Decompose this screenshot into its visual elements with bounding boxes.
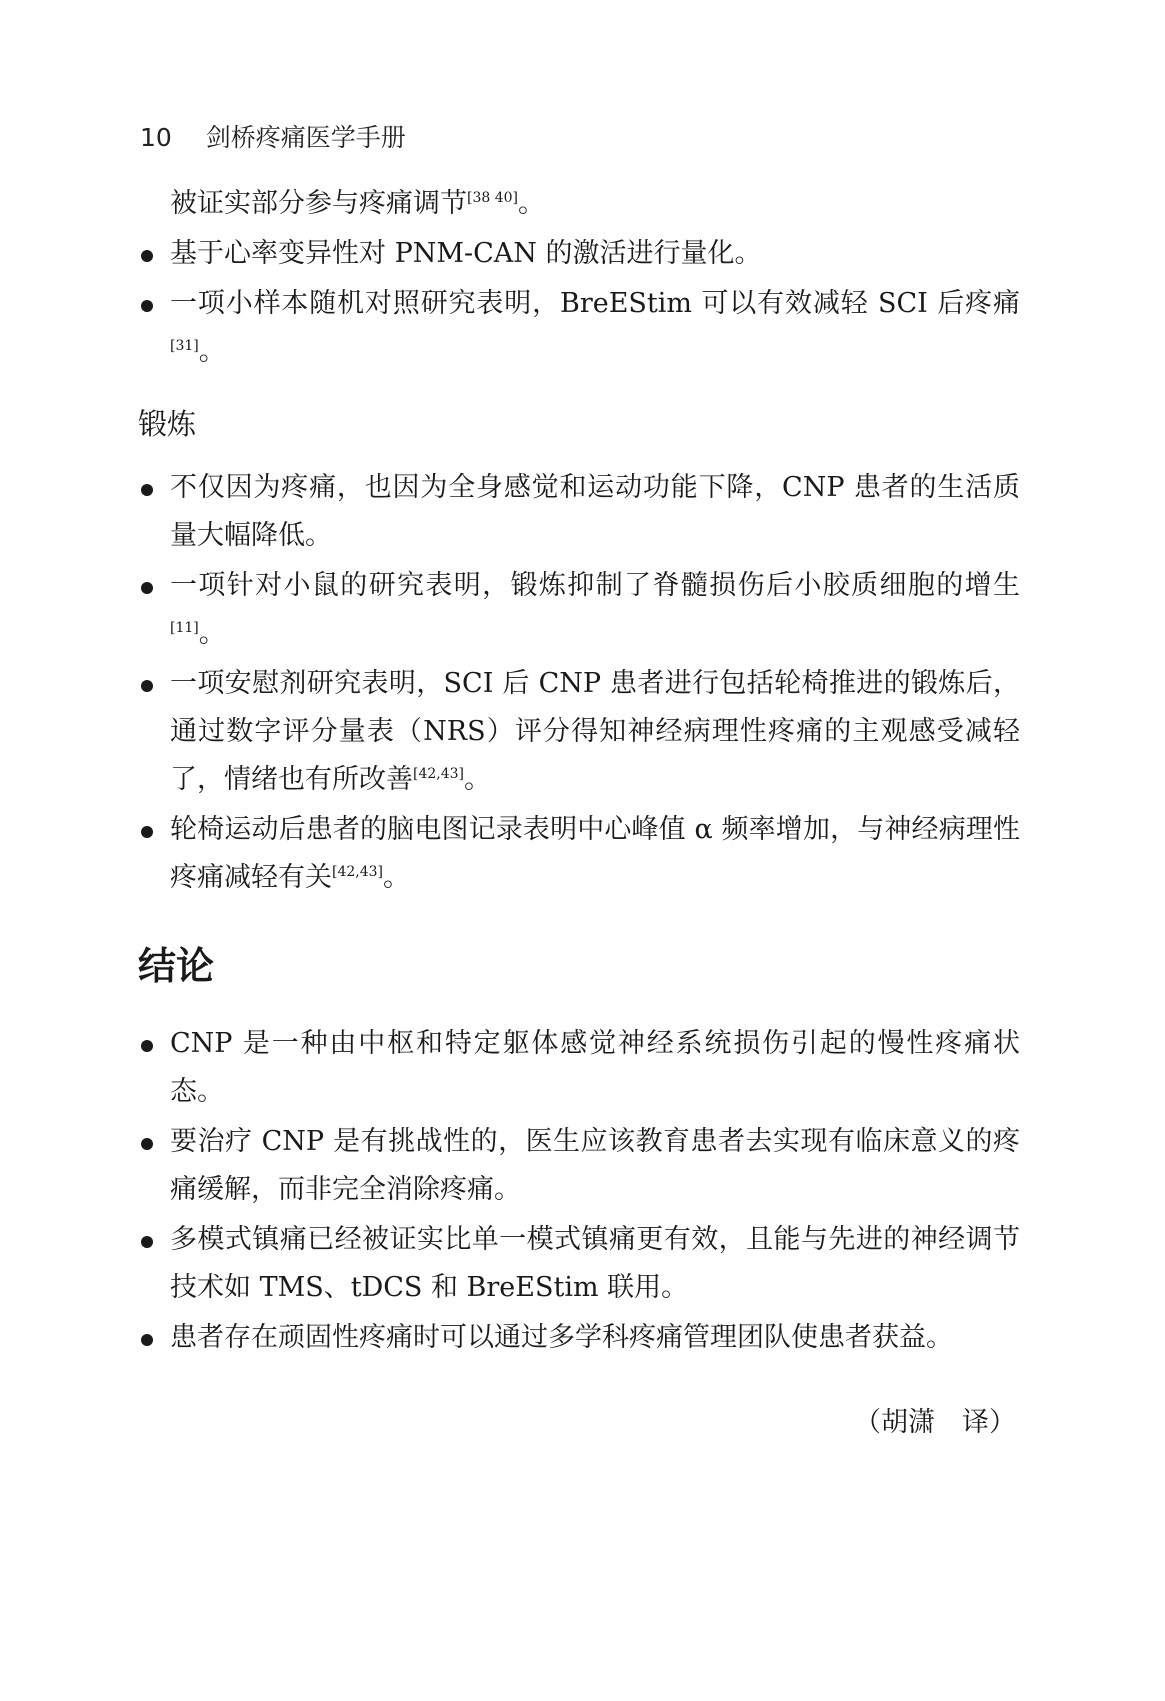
bullet-text: 一项安慰剂研究表明，SCI 后 CNP 患者进行包括轮椅推进的锻炼后，通过数字评分量表（NRS）评分得知神经病理性疼痛的主观感受减轻了，情绪也有所改善 [170, 668, 1020, 795]
list-item [138, 230, 1020, 278]
sentence-end: 。 [464, 764, 492, 795]
bullet-icon [141, 250, 153, 262]
bullet-text: 基于心率变异性对 PNM-CAN 的激活进行量化。 [170, 238, 762, 269]
citation: [42,43] [413, 766, 465, 782]
bullet-list-exercise [138, 464, 1020, 902]
bullet-text: 患者存在顽固性疼痛时可以通过多学科疼痛管理团队使患者获益。 [170, 1322, 953, 1353]
bullet-text: 要治疗 CNP 是有挑战性的，医生应该教育患者去实现有临床意义的疼痛缓解，而非完全消除疼痛。 [170, 1126, 1020, 1205]
bullet-icon [141, 484, 153, 496]
page-number: 10 [140, 123, 172, 152]
bullet-text: 一项小样本随机对照研究表明，BreEStim 可以有效减轻 SCI 后疼痛 [170, 288, 1020, 319]
sentence-end: 。 [198, 336, 226, 367]
bullet-list-conclusion [138, 1020, 1020, 1362]
bullet-icon [141, 582, 153, 594]
bullet-text: CNP 是一种由中枢和特定躯体感觉神经系统损伤引起的慢性疼痛状态。 [170, 1028, 1020, 1107]
list-item [138, 1020, 1020, 1116]
sentence-end: 。 [518, 188, 546, 219]
citation: [31] [170, 338, 199, 354]
sentence-end: 。 [198, 618, 226, 649]
bullet-icon [141, 1334, 153, 1346]
citation: [38 40] [467, 190, 519, 206]
list-item [138, 1216, 1020, 1312]
bullet-text: 一项针对小鼠的研究表明，锻炼抑制了脊髓损伤后小胶质细胞的增生 [170, 570, 1020, 601]
book-title: 剑桥疼痛医学手册 [205, 123, 406, 152]
bullet-icon [141, 1236, 153, 1248]
list-item [138, 1118, 1020, 1214]
bullet-list-intro [138, 230, 1020, 376]
bullet-text: 不仅因为疼痛，也因为全身感觉和运动功能下降，CNP 患者的生活质量大幅降低。 [170, 472, 1020, 551]
bullet-text: 多模式镇痛已经被证实比单一模式镇痛更有效，且能与先进的神经调节技术如 TMS、tDCS 和 BreEStim 联用。 [170, 1224, 1020, 1303]
section-heading-exercise: 锻炼 [138, 407, 197, 441]
section-heading-conclusion: 结论 [138, 944, 215, 988]
continuation-text: 被证实部分参与疼痛调节 [170, 188, 467, 219]
bullet-text: 轮椅运动后患者的脑电图记录表明中心峰值 α 频率增加，与神经病理性疼痛减轻有关 [170, 814, 1020, 893]
translator-credit: （胡潇 译） [854, 1407, 1016, 1438]
running-head [140, 118, 406, 154]
list-item [138, 806, 1020, 902]
list-item [138, 464, 1020, 560]
bullet-icon [141, 1040, 153, 1052]
list-item [138, 660, 1020, 804]
bullet-icon [141, 826, 153, 838]
list-item [138, 1314, 1020, 1362]
page-content [138, 180, 1020, 1439]
continuation-paragraph [138, 180, 1020, 228]
bullet-icon [141, 300, 153, 312]
citation: [11] [170, 620, 199, 636]
sentence-end: 。 [383, 862, 411, 893]
bullet-icon [141, 680, 153, 692]
list-item [138, 280, 1020, 376]
bullet-icon [141, 1138, 153, 1150]
list-item [138, 562, 1020, 658]
citation: [42,43] [332, 864, 384, 880]
